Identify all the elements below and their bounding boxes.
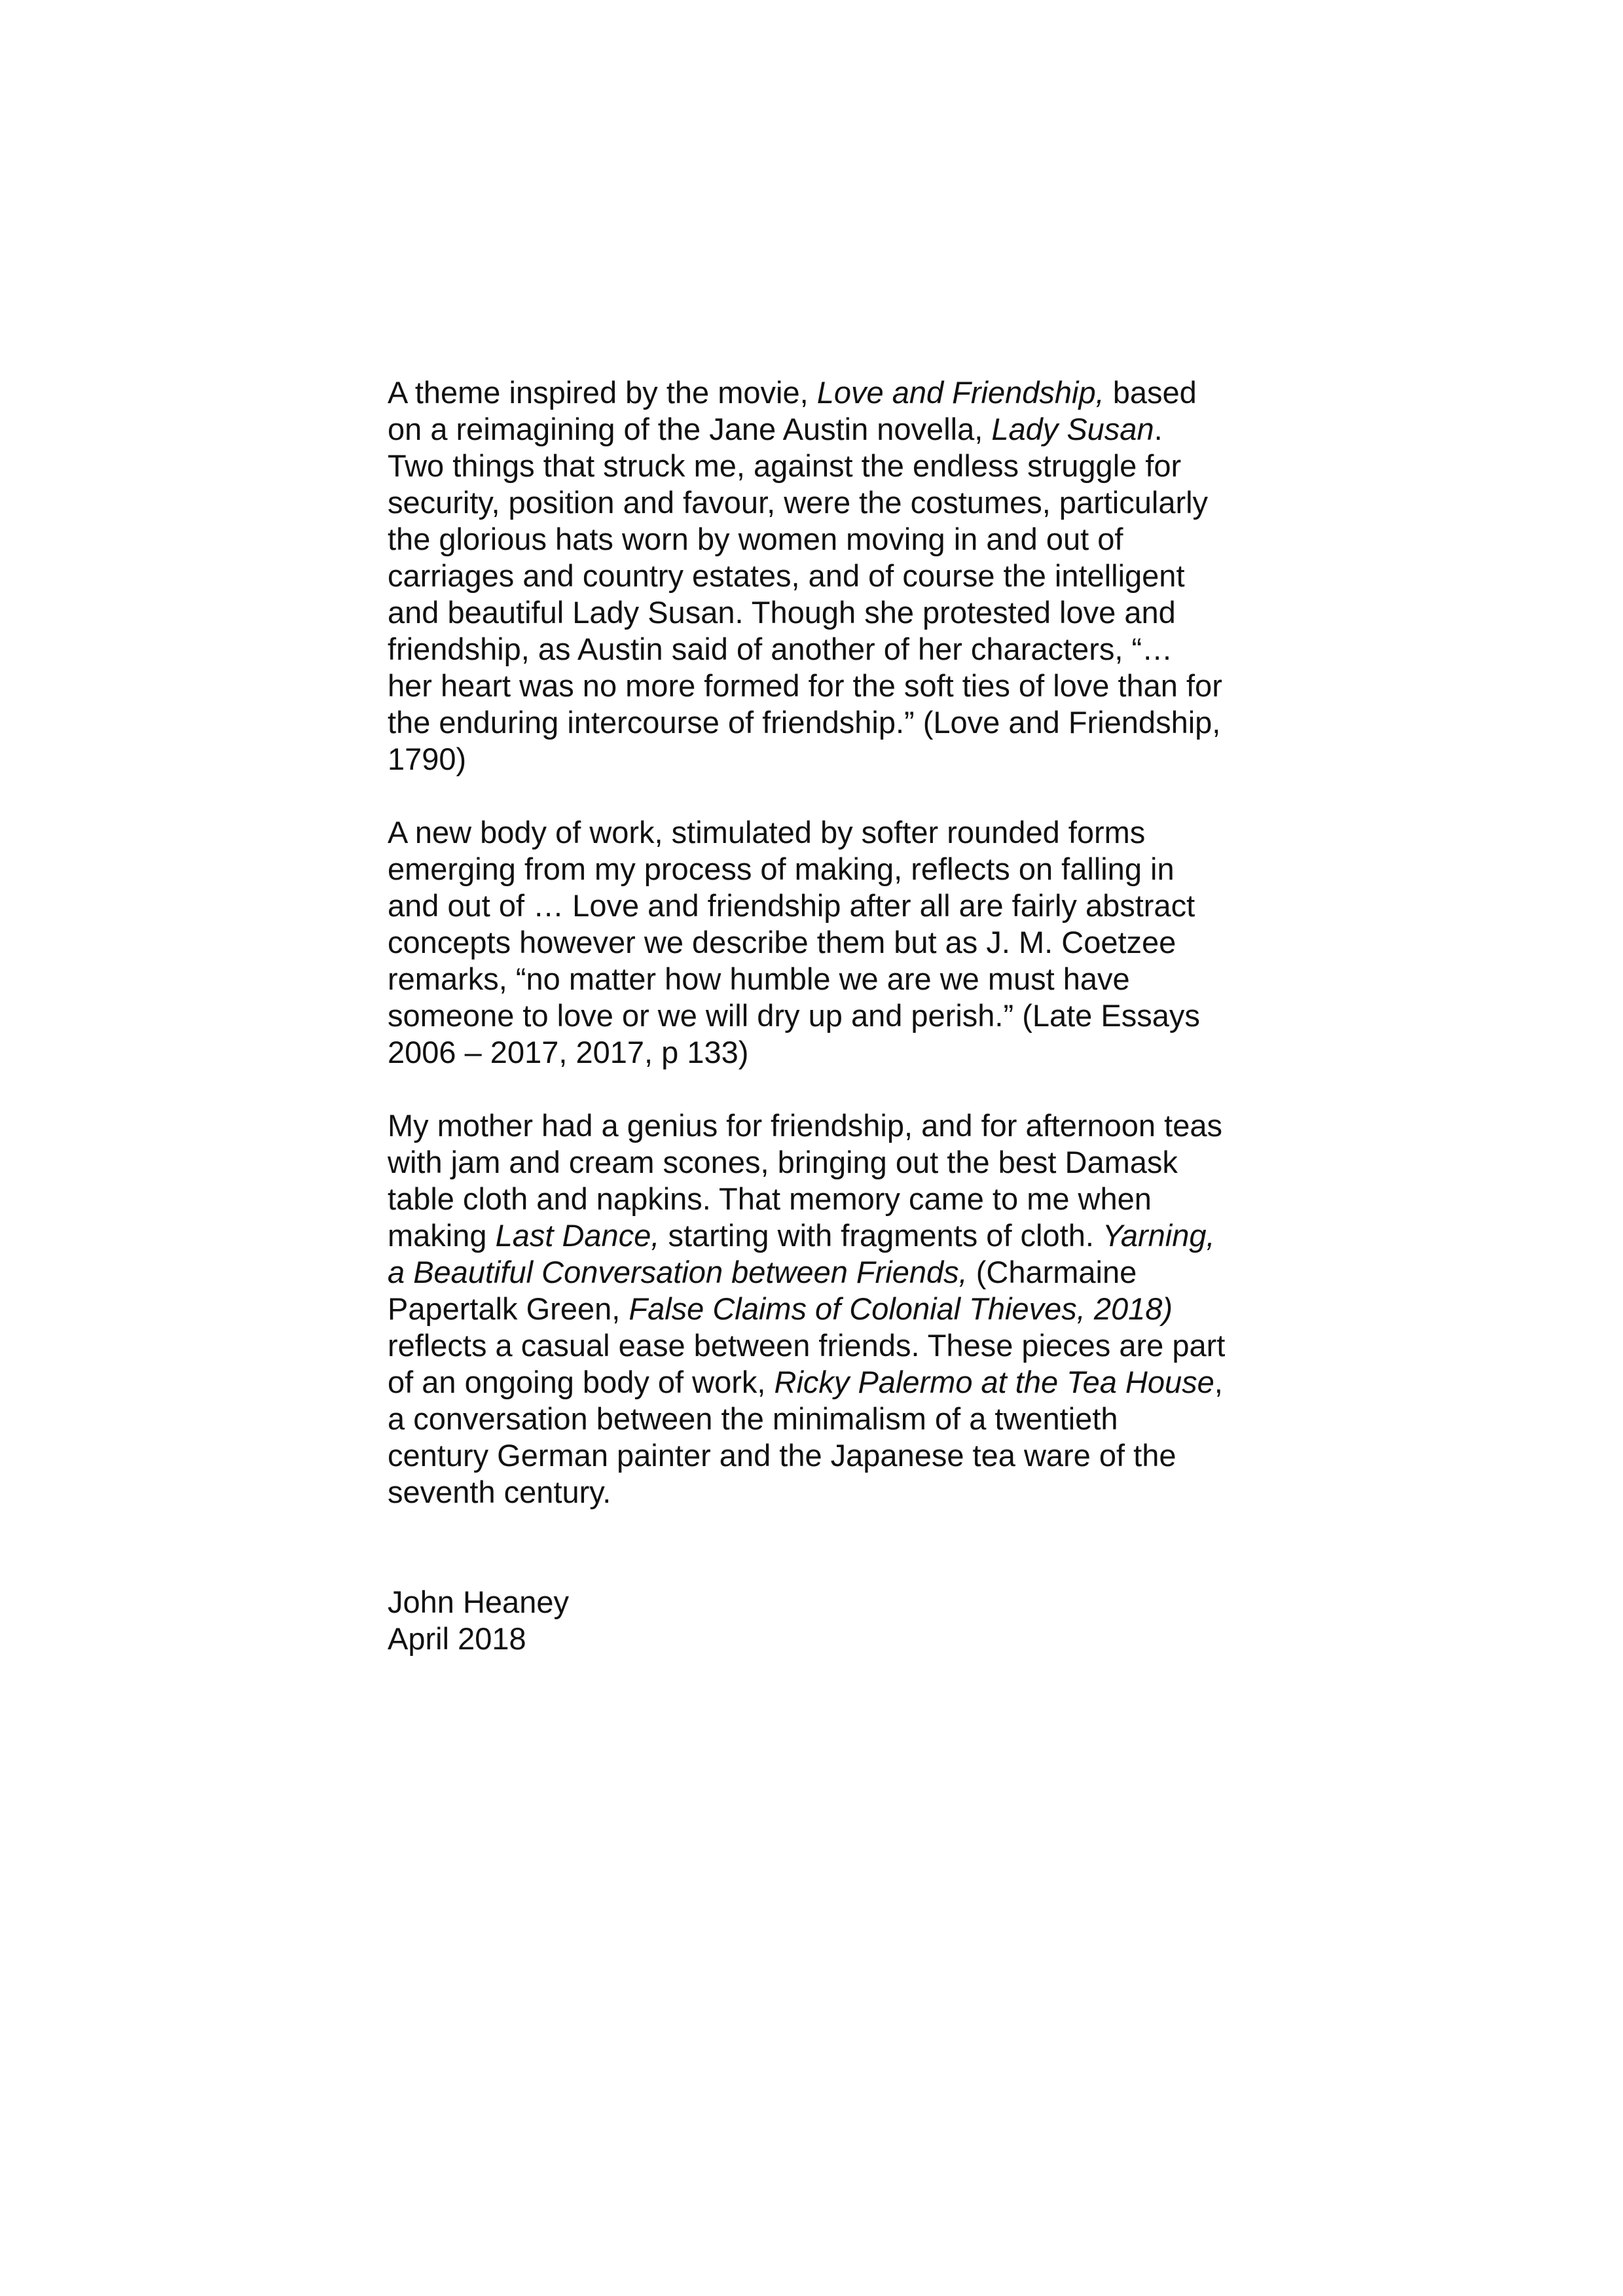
body-text: A new body of work, stimulated by softer rounded forms [388,815,1146,850]
body-text: reflects a casual ease between friends. These pieces are part [388,1328,1226,1363]
body-text: century German painter and the Japanese tea ware of the [388,1438,1176,1473]
text-line [388,1401,1291,1437]
body-text: friendship, as Austin said of another of her characters, “… [388,632,1173,666]
text-line [388,1181,1291,1217]
text-line [388,521,1291,558]
signature-block [388,1584,1291,1657]
body-text: seventh century. [388,1475,611,1509]
text-line [388,1327,1291,1364]
text-line [388,704,1291,741]
text-line [388,924,1291,961]
body-text: remarks, “no matter how humble we are we must have [388,961,1130,996]
text-line [388,1437,1291,1474]
body-text: 2006 – 2017, 2017, p 133) [388,1035,749,1069]
body-text: her heart was no more formed for the soft ties of love than for [388,668,1222,703]
text-line [388,484,1291,521]
text-line [388,1144,1291,1181]
text-line [388,374,1291,411]
body-text: (Charmaine [967,1255,1137,1289]
body-text: a conversation between the minimalism of a twentieth [388,1401,1118,1436]
signature-spacer [388,1511,1291,1584]
text-column [388,374,1291,1657]
body-text: with jam and cream scones, bringing out the best Damask [388,1145,1178,1179]
text-line [388,1364,1291,1401]
text-line [388,1291,1291,1327]
body-text: A theme inspired by the movie, [388,375,817,410]
body-text: Two things that struck me, against the endless struggle for [388,448,1182,483]
text-line [388,888,1291,924]
paragraph-love-and-friendship [388,374,1291,778]
body-text: based [1104,375,1197,410]
italic-title-text: Yarning, [1102,1218,1215,1253]
body-text: of an ongoing body of work, [388,1365,775,1399]
body-text: and beautiful Lady Susan. Though she protested love and [388,595,1176,630]
text-line [388,558,1291,594]
paragraph-spacer [388,778,1291,814]
body-text: the glorious hats worn by women moving in and out of [388,522,1123,556]
body-text: table cloth and napkins. That memory came to me when [388,1181,1152,1216]
text-line [388,997,1291,1034]
text-line [388,631,1291,668]
author-name: John Heaney [388,1585,569,1619]
paragraph-spacer [388,1071,1291,1107]
text-line [388,1107,1291,1144]
body-text: security, position and favour, were the costumes, particularly [388,485,1209,520]
text-line [388,1474,1291,1511]
body-text: carriages and country estates, and of course the intelligent [388,558,1185,593]
italic-title-text: Last Dance, [495,1218,660,1253]
text-line [388,668,1291,704]
signature-date: April 2018 [388,1621,526,1656]
paragraph-mother-friendship [388,1107,1291,1511]
body-text: , [1214,1365,1223,1399]
body-text: My mother had a genius for friendship, and for afternoon teas [388,1108,1222,1143]
text-line [388,741,1291,778]
body-text: emerging from my process of making, reflects on falling in [388,852,1175,886]
text-line [388,448,1291,484]
body-text: on a reimagining of the Jane Austin novella, [388,412,992,446]
body-text: someone to love or we will dry up and perish.” (Late Essays [388,998,1200,1033]
paragraph-new-body-of-work [388,814,1291,1071]
body-text: . [1154,412,1163,446]
body-text: Papertalk Green, [388,1291,629,1326]
text-line [388,594,1291,631]
body-text: 1790) [388,742,467,776]
italic-title-text: Lady Susan [991,412,1154,446]
text-line [388,851,1291,888]
text-line [388,1254,1291,1291]
text-line [388,1217,1291,1254]
text-line [388,411,1291,448]
text-line [388,961,1291,997]
italic-title-text: Love and Friendship, [816,375,1104,410]
body-text: the enduring intercourse of friendship.” (Love and Friendship, [388,705,1221,740]
body-text: starting with fragments of cloth. [659,1218,1103,1253]
body-text: concepts however we describe them but as J. M. Coetzee [388,925,1176,960]
body-text: making [388,1218,496,1253]
body-text: and out of … Love and friendship after all are fairly abstract [388,888,1195,923]
text-line [388,814,1291,851]
italic-title-text: Ricky Palermo at the Tea House [774,1365,1214,1399]
text-line [388,1034,1291,1071]
italic-title-text: False Claims of Colonial Thieves, 2018) [629,1291,1173,1326]
italic-title-text: a Beautiful Conversation between Friends, [388,1255,968,1289]
